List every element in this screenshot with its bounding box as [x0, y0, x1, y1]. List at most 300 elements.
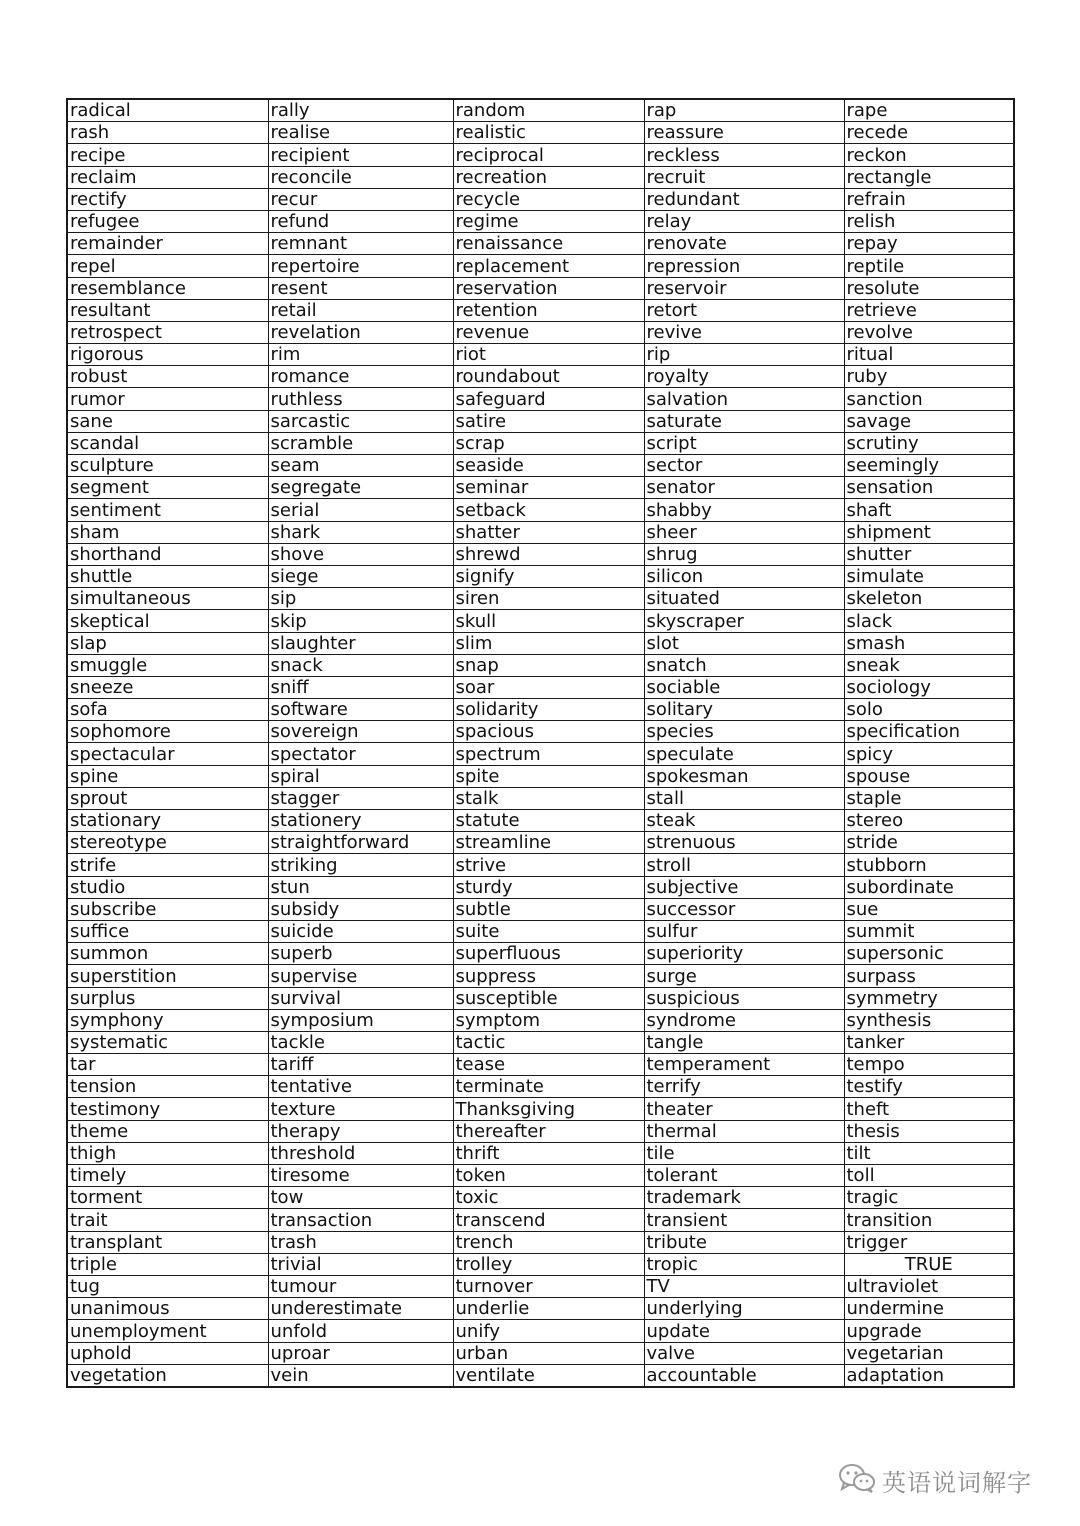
word-cell: siren	[453, 588, 644, 610]
word-cell: testify	[844, 1076, 1014, 1098]
table-row	[67, 1120, 1014, 1142]
table-row	[67, 1209, 1014, 1231]
word-cell: regime	[453, 210, 644, 232]
word-cell: recede	[844, 122, 1014, 144]
word-cell: thrift	[453, 1142, 644, 1164]
table-row	[67, 676, 1014, 698]
word-cell: spokesman	[644, 765, 844, 787]
word-cell: rip	[644, 344, 844, 366]
word-cell: revolve	[844, 321, 1014, 343]
word-cell: suspicious	[644, 987, 844, 1009]
word-cell: tariff	[268, 1054, 453, 1076]
table-row	[67, 1320, 1014, 1342]
word-cell: strife	[67, 854, 268, 876]
word-cell: revelation	[268, 321, 453, 343]
word-cell: stroll	[644, 854, 844, 876]
word-cell: subscribe	[67, 898, 268, 920]
word-cell: supervise	[268, 965, 453, 987]
word-cell: theater	[644, 1098, 844, 1120]
word-cell: salvation	[644, 388, 844, 410]
word-cell: tumour	[268, 1275, 453, 1297]
table-row	[67, 699, 1014, 721]
word-cell: transition	[844, 1209, 1014, 1231]
word-cell: tropic	[644, 1253, 844, 1275]
word-cell: Thanksgiving	[453, 1098, 644, 1120]
table-row	[67, 122, 1014, 144]
word-cell: shrewd	[453, 543, 644, 565]
word-cell: temperament	[644, 1054, 844, 1076]
table-row	[67, 1187, 1014, 1209]
table-row	[67, 920, 1014, 942]
word-cell: survival	[268, 987, 453, 1009]
word-cell: radical	[67, 99, 268, 122]
word-cell: solidarity	[453, 699, 644, 721]
word-cell: striking	[268, 854, 453, 876]
word-cell: subsidy	[268, 898, 453, 920]
word-cell: shipment	[844, 521, 1014, 543]
table-row	[67, 1165, 1014, 1187]
word-cell: renaissance	[453, 233, 644, 255]
table-row	[67, 255, 1014, 277]
word-cell: rape	[844, 99, 1014, 122]
word-cell: ritual	[844, 344, 1014, 366]
word-cell: tangle	[644, 1031, 844, 1053]
word-cell: spiral	[268, 765, 453, 787]
table-row	[67, 1009, 1014, 1031]
word-cell: uphold	[67, 1342, 268, 1364]
word-cell: theft	[844, 1098, 1014, 1120]
word-cell: simulate	[844, 565, 1014, 587]
word-cell: trait	[67, 1209, 268, 1231]
table-row	[67, 610, 1014, 632]
word-cell: TRUE	[844, 1253, 1014, 1275]
word-cell: sheer	[644, 521, 844, 543]
word-cell: snap	[453, 654, 644, 676]
table-row	[67, 721, 1014, 743]
word-cell: upgrade	[844, 1320, 1014, 1342]
word-cell: suppress	[453, 965, 644, 987]
table-row	[67, 277, 1014, 299]
word-cell: shaft	[844, 499, 1014, 521]
word-cell: signify	[453, 565, 644, 587]
word-cell: robust	[67, 366, 268, 388]
word-cell: rim	[268, 344, 453, 366]
word-cell: texture	[268, 1098, 453, 1120]
word-cell: scrap	[453, 432, 644, 454]
word-cell: strive	[453, 854, 644, 876]
word-cell: stubborn	[844, 854, 1014, 876]
table-row	[67, 1031, 1014, 1053]
word-cell: sophomore	[67, 721, 268, 743]
table-row	[67, 987, 1014, 1009]
table-row	[67, 765, 1014, 787]
word-cell: senator	[644, 477, 844, 499]
word-cell: royalty	[644, 366, 844, 388]
word-cell: staple	[844, 787, 1014, 809]
word-cell: rash	[67, 122, 268, 144]
word-cell: skeptical	[67, 610, 268, 632]
word-cell: specification	[844, 721, 1014, 743]
word-cell: snatch	[644, 654, 844, 676]
word-cell: trigger	[844, 1231, 1014, 1253]
word-cell: sue	[844, 898, 1014, 920]
table-row	[67, 299, 1014, 321]
word-cell: segregate	[268, 477, 453, 499]
word-cell: sociology	[844, 676, 1014, 698]
table-row	[67, 943, 1014, 965]
watermark-text: 英语说词解字	[882, 1468, 1032, 1497]
table-row	[67, 166, 1014, 188]
word-cell: sentiment	[67, 499, 268, 521]
word-cell: thermal	[644, 1120, 844, 1142]
word-cell: transcend	[453, 1209, 644, 1231]
word-cell: segment	[67, 477, 268, 499]
word-cell: tug	[67, 1275, 268, 1297]
table-row	[67, 1098, 1014, 1120]
word-cell: ventilate	[453, 1364, 644, 1387]
word-cell: straightforward	[268, 832, 453, 854]
word-cell: shutter	[844, 543, 1014, 565]
word-cell: shabby	[644, 499, 844, 521]
table-row	[67, 233, 1014, 255]
table-row	[67, 366, 1014, 388]
word-cell: repertoire	[268, 255, 453, 277]
table-row	[67, 1342, 1014, 1364]
word-cell: strenuous	[644, 832, 844, 854]
word-cell: slim	[453, 632, 644, 654]
word-cell: solitary	[644, 699, 844, 721]
word-cell: statute	[453, 810, 644, 832]
word-cell: sculpture	[67, 455, 268, 477]
table-row	[67, 1076, 1014, 1098]
word-cell: supersonic	[844, 943, 1014, 965]
word-cell: seaside	[453, 455, 644, 477]
word-cell: therapy	[268, 1120, 453, 1142]
word-cell: spine	[67, 765, 268, 787]
word-cell: spectacular	[67, 743, 268, 765]
word-cell: scramble	[268, 432, 453, 454]
word-cell: shorthand	[67, 543, 268, 565]
word-cell: stereotype	[67, 832, 268, 854]
word-cell: sham	[67, 521, 268, 543]
word-cell: replacement	[453, 255, 644, 277]
word-cell: sarcastic	[268, 410, 453, 432]
word-cell: tilt	[844, 1142, 1014, 1164]
word-cell: smuggle	[67, 654, 268, 676]
word-cell: repay	[844, 233, 1014, 255]
word-cell: resemblance	[67, 277, 268, 299]
word-cell: sane	[67, 410, 268, 432]
word-cell: terrify	[644, 1076, 844, 1098]
word-cell: TV	[644, 1275, 844, 1297]
table-row	[67, 410, 1014, 432]
word-cell: seminar	[453, 477, 644, 499]
word-cell: situated	[644, 588, 844, 610]
word-cell: satire	[453, 410, 644, 432]
table-row	[67, 477, 1014, 499]
word-cell: refund	[268, 210, 453, 232]
word-cell: trash	[268, 1231, 453, 1253]
table-row	[67, 144, 1014, 166]
word-cell: reclaim	[67, 166, 268, 188]
watermark	[838, 1462, 1032, 1498]
word-cell: toxic	[453, 1187, 644, 1209]
table-row	[67, 1253, 1014, 1275]
word-cell: shark	[268, 521, 453, 543]
word-cell: threshold	[268, 1142, 453, 1164]
word-cell: sniff	[268, 676, 453, 698]
word-cell: slap	[67, 632, 268, 654]
word-cell: toll	[844, 1165, 1014, 1187]
word-cell: sturdy	[453, 876, 644, 898]
word-cell: superiority	[644, 943, 844, 965]
word-cell: retention	[453, 299, 644, 321]
word-cell: tactic	[453, 1031, 644, 1053]
word-cell: realistic	[453, 122, 644, 144]
word-cell: resent	[268, 277, 453, 299]
word-cell: transient	[644, 1209, 844, 1231]
table-row	[67, 321, 1014, 343]
word-cell: recur	[268, 188, 453, 210]
table-row	[67, 543, 1014, 565]
word-cell: slaughter	[268, 632, 453, 654]
word-cell: species	[644, 721, 844, 743]
word-cell: spectrum	[453, 743, 644, 765]
table-row	[67, 876, 1014, 898]
table-row	[67, 1054, 1014, 1076]
word-cell: accountable	[644, 1364, 844, 1387]
word-cell: underlie	[453, 1298, 644, 1320]
word-cell: stationary	[67, 810, 268, 832]
word-cell: underestimate	[268, 1298, 453, 1320]
word-cell: superb	[268, 943, 453, 965]
word-cell: serial	[268, 499, 453, 521]
word-cell: successor	[644, 898, 844, 920]
word-cell: sociable	[644, 676, 844, 698]
word-cell: summit	[844, 920, 1014, 942]
table-row	[67, 787, 1014, 809]
table-row	[67, 588, 1014, 610]
vocabulary-table	[66, 98, 1015, 1388]
word-cell: trivial	[268, 1253, 453, 1275]
word-cell: siege	[268, 565, 453, 587]
word-cell: snack	[268, 654, 453, 676]
word-cell: skeleton	[844, 588, 1014, 610]
word-cell: ruthless	[268, 388, 453, 410]
word-cell: trench	[453, 1231, 644, 1253]
word-cell: superstition	[67, 965, 268, 987]
word-cell: reservoir	[644, 277, 844, 299]
table-row	[67, 344, 1014, 366]
word-cell: shuttle	[67, 565, 268, 587]
word-cell: summon	[67, 943, 268, 965]
word-cell: unify	[453, 1320, 644, 1342]
word-cell: susceptible	[453, 987, 644, 1009]
word-cell: scandal	[67, 432, 268, 454]
word-cell: smash	[844, 632, 1014, 654]
word-cell: unemployment	[67, 1320, 268, 1342]
word-cell: thigh	[67, 1142, 268, 1164]
word-cell: adaptation	[844, 1364, 1014, 1387]
word-cell: riot	[453, 344, 644, 366]
word-cell: repression	[644, 255, 844, 277]
word-cell: spacious	[453, 721, 644, 743]
word-cell: roundabout	[453, 366, 644, 388]
word-cell: reciprocal	[453, 144, 644, 166]
word-cell: underlying	[644, 1298, 844, 1320]
word-cell: refrain	[844, 188, 1014, 210]
table-row	[67, 654, 1014, 676]
word-cell: surpass	[844, 965, 1014, 987]
word-cell: redundant	[644, 188, 844, 210]
word-cell: skull	[453, 610, 644, 632]
word-cell: tentative	[268, 1076, 453, 1098]
word-cell: recycle	[453, 188, 644, 210]
word-cell: relish	[844, 210, 1014, 232]
word-cell: sofa	[67, 699, 268, 721]
word-cell: triple	[67, 1253, 268, 1275]
word-cell: studio	[67, 876, 268, 898]
word-cell: relay	[644, 210, 844, 232]
word-cell: random	[453, 99, 644, 122]
word-cell: soar	[453, 676, 644, 698]
table-row	[67, 1364, 1014, 1387]
word-cell: trademark	[644, 1187, 844, 1209]
word-cell: thesis	[844, 1120, 1014, 1142]
word-cell: urban	[453, 1342, 644, 1364]
word-cell: syndrome	[644, 1009, 844, 1031]
word-cell: terminate	[453, 1076, 644, 1098]
word-cell: symptom	[453, 1009, 644, 1031]
table-row	[67, 432, 1014, 454]
table-row	[67, 565, 1014, 587]
word-cell: tolerant	[644, 1165, 844, 1187]
word-cell: slot	[644, 632, 844, 654]
word-cell: reckon	[844, 144, 1014, 166]
word-cell: resultant	[67, 299, 268, 321]
word-cell: shatter	[453, 521, 644, 543]
word-cell: trolley	[453, 1253, 644, 1275]
word-cell: superfluous	[453, 943, 644, 965]
word-cell: recipe	[67, 144, 268, 166]
word-cell: seemingly	[844, 455, 1014, 477]
word-cell: stun	[268, 876, 453, 898]
word-cell: romance	[268, 366, 453, 388]
word-cell: retrieve	[844, 299, 1014, 321]
word-cell: tanker	[844, 1031, 1014, 1053]
word-cell: valve	[644, 1342, 844, 1364]
word-cell: uproar	[268, 1342, 453, 1364]
word-cell: script	[644, 432, 844, 454]
word-cell: saturate	[644, 410, 844, 432]
word-cell: refugee	[67, 210, 268, 232]
table-row	[67, 854, 1014, 876]
word-cell: shove	[268, 543, 453, 565]
word-cell: synthesis	[844, 1009, 1014, 1031]
wechat-icon	[838, 1462, 876, 1498]
word-cell: subjective	[644, 876, 844, 898]
word-cell: spicy	[844, 743, 1014, 765]
word-cell: vegetation	[67, 1364, 268, 1387]
word-cell: tackle	[268, 1031, 453, 1053]
word-cell: sprout	[67, 787, 268, 809]
table-row	[67, 632, 1014, 654]
word-cell: tempo	[844, 1054, 1014, 1076]
word-cell: suicide	[268, 920, 453, 942]
table-row	[67, 455, 1014, 477]
word-cell: rectangle	[844, 166, 1014, 188]
table-row	[67, 1142, 1014, 1164]
word-cell: tar	[67, 1054, 268, 1076]
word-cell: recreation	[453, 166, 644, 188]
word-cell: silicon	[644, 565, 844, 587]
word-cell: retort	[644, 299, 844, 321]
word-cell: symposium	[268, 1009, 453, 1031]
word-cell: rectify	[67, 188, 268, 210]
word-cell: surge	[644, 965, 844, 987]
word-cell: tragic	[844, 1187, 1014, 1209]
word-cell: torment	[67, 1187, 268, 1209]
word-cell: tiresome	[268, 1165, 453, 1187]
word-cell: spite	[453, 765, 644, 787]
word-cell: unanimous	[67, 1298, 268, 1320]
word-cell: rally	[268, 99, 453, 122]
word-cell: suite	[453, 920, 644, 942]
word-cell: rap	[644, 99, 844, 122]
word-cell: tease	[453, 1054, 644, 1076]
word-cell: spectator	[268, 743, 453, 765]
word-cell: reassure	[644, 122, 844, 144]
word-cell: tension	[67, 1076, 268, 1098]
word-cell: stalk	[453, 787, 644, 809]
word-cell: stationery	[268, 810, 453, 832]
word-cell: surplus	[67, 987, 268, 1009]
table-row	[67, 1275, 1014, 1297]
table-row	[67, 499, 1014, 521]
word-cell: reservation	[453, 277, 644, 299]
word-cell: streamline	[453, 832, 644, 854]
word-cell: rumor	[67, 388, 268, 410]
word-cell: testimony	[67, 1098, 268, 1120]
word-cell: symmetry	[844, 987, 1014, 1009]
word-cell: timely	[67, 1165, 268, 1187]
word-cell: sulfur	[644, 920, 844, 942]
word-cell: transaction	[268, 1209, 453, 1231]
word-cell: setback	[453, 499, 644, 521]
word-cell: simultaneous	[67, 588, 268, 610]
word-cell: seam	[268, 455, 453, 477]
table-row	[67, 832, 1014, 854]
word-cell: retrospect	[67, 321, 268, 343]
word-cell: tow	[268, 1187, 453, 1209]
word-cell: tile	[644, 1142, 844, 1164]
word-cell: stereo	[844, 810, 1014, 832]
table-row	[67, 810, 1014, 832]
vocabulary-table-body	[67, 99, 1014, 1387]
word-cell: revive	[644, 321, 844, 343]
word-cell: sip	[268, 588, 453, 610]
word-cell: ruby	[844, 366, 1014, 388]
word-cell: remainder	[67, 233, 268, 255]
word-cell: sneak	[844, 654, 1014, 676]
word-cell: suffice	[67, 920, 268, 942]
word-cell: scrutiny	[844, 432, 1014, 454]
table-row	[67, 743, 1014, 765]
word-cell: tribute	[644, 1231, 844, 1253]
word-cell: resolute	[844, 277, 1014, 299]
word-cell: update	[644, 1320, 844, 1342]
table-row	[67, 1298, 1014, 1320]
